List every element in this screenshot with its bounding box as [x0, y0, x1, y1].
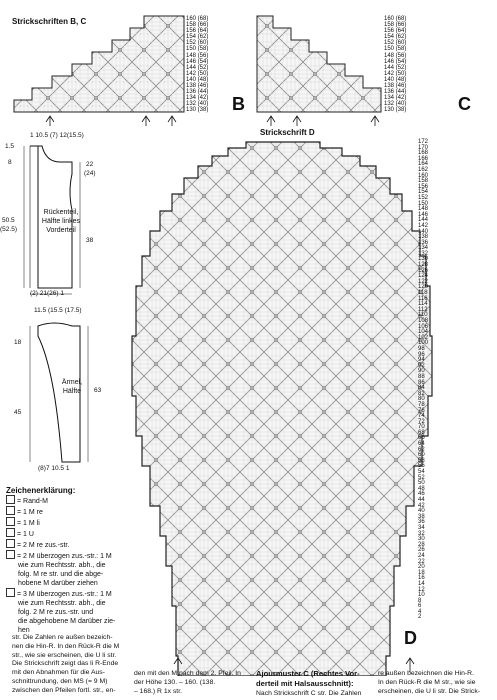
chart-d-row-label: 70 [418, 424, 425, 431]
stitch-symbol-icon [6, 517, 15, 526]
chart-b-row-label: 138 (46) [186, 83, 209, 90]
stitch-symbol-icon [6, 539, 15, 548]
legend-item-text: = 1 M li [17, 520, 40, 527]
chart-d-row-label: 60 [418, 452, 425, 459]
text-line: str., wie sie erscheinen, die U li str. [12, 651, 117, 659]
chart-c-row-label: 160 (68) [384, 16, 407, 22]
legend-item-text: = 2 M re zus.-str. [17, 542, 70, 549]
back-bottom: (2) 21(26) 1 [30, 290, 64, 297]
chart-d-row-label: 126 [418, 267, 429, 274]
text-line: str. Die Zahlen re außen bezeich- [12, 634, 113, 641]
chart-d-row-label: 38 [418, 513, 425, 520]
chart-d-row-label: 76 [418, 407, 425, 414]
sleeve-top-dims: 11.5 (15.5 (17.5) [34, 307, 82, 314]
chart-c-row-label: 138 (46) [384, 83, 407, 90]
chart-b-row-label: 132 (40) [186, 101, 209, 108]
chart-d-row-label: 166 [418, 155, 429, 162]
col3-heading-2: derteil mit Halsausschnitt): [256, 678, 354, 688]
chart-d-row-label: 54 [418, 469, 425, 476]
legend-item [6, 495, 122, 506]
chart-d-row-label: 36 [418, 519, 425, 526]
legend-item-text: folg. 2 M re zus.-str. und [18, 609, 94, 616]
sleeve-left-top: 18 [14, 339, 22, 346]
legend-item-text: hen [18, 627, 30, 634]
chart-b-row-label: 158 (66) [186, 22, 209, 29]
chart-d-row-label: 10 [418, 592, 425, 599]
chart-d-row-label: 138 [418, 234, 429, 241]
chart-c-row-label: 140 (48) [384, 76, 407, 83]
chart-d-row-label: 30 [418, 536, 425, 543]
chart-d-row-label: 130 [418, 256, 429, 263]
chart-c-label: C [458, 94, 471, 114]
chart-b-label: B [232, 94, 245, 114]
back-left-height: 50.5 [2, 217, 15, 224]
legend-item-text: wie zum Rechtsstr. abh., die [18, 562, 106, 569]
chart-c-row-label: 146 (54) [384, 58, 407, 65]
chart-d-row-label: 172 [418, 139, 429, 145]
text-column-2 [134, 670, 250, 696]
back-left-mid: 8 [8, 159, 12, 166]
chart-d-row-label: 118 [418, 290, 428, 297]
legend-item [6, 528, 122, 539]
legend-title: Zeichenerklärung: [6, 486, 76, 495]
chart-d-row-label: 84 [418, 385, 425, 392]
chart-b-row-label: 130 (38) [186, 107, 209, 114]
legend-item [6, 588, 122, 599]
chart-d-row-label: 164 [418, 161, 429, 168]
chart-d-row-label: 96 [418, 351, 425, 358]
legend-item [6, 561, 122, 570]
chart-d-row-label: 46 [418, 491, 425, 498]
chart-d-row-label: 6 [418, 603, 422, 610]
chart-d-row-label: 74 [418, 413, 425, 420]
chart-d-row-label: 68 [418, 429, 425, 436]
chart-d-row-label: 14 [418, 580, 425, 587]
back-right-top: 22 [86, 161, 94, 168]
chart-d-row-label: 148 [418, 206, 429, 213]
chart-b-row-label: 160 (68) [186, 16, 209, 22]
stitch-symbol-icon [6, 588, 15, 597]
text-line: zwischen den Pfeilen fortl. str., en- [12, 686, 116, 694]
legend-item [6, 599, 122, 608]
chart-d-row-label: 122 [418, 278, 429, 285]
stitch-symbol-icon [6, 495, 15, 504]
sleeve-bottom: (8)7 10.5 1 [38, 465, 70, 472]
chart-d-row-label: 160 [418, 172, 429, 179]
back-right-height: 38 [86, 237, 94, 244]
chart-c-row-label: 144 (52) [384, 64, 407, 71]
text-line: der Höhe 130. – 160. (138. [134, 678, 216, 686]
chart-c-row-label: 150 (58) [384, 46, 407, 53]
chart-d-row-label: 72 [418, 418, 425, 425]
chart-c-row-label: 142 (50) [384, 70, 407, 77]
chart-d-row-label: 2 [418, 614, 422, 621]
chart-d-row-label: 144 [418, 217, 429, 224]
chart-d-row-label: 140 [418, 228, 429, 235]
chart-b-row-label: 154 (62) [186, 34, 209, 41]
chart-d-row-label: 108 [418, 318, 429, 324]
stitch-symbol-icon [6, 506, 15, 515]
text-line: In den Rück-R die M str., wie sie [378, 678, 476, 686]
legend-item-text: = 1 U [17, 531, 34, 538]
chart-d-row-numbers [418, 140, 428, 621]
chart-c-row-label: 156 (64) [384, 28, 407, 35]
chart-d [120, 136, 440, 676]
chart-d-row-label: 18 [418, 569, 425, 576]
chart-d-row-label: 106 [418, 323, 429, 330]
chart-b-row-label: 146 (54) [186, 58, 209, 65]
chart-d-row-label: 22 [418, 558, 425, 565]
chart-d-title: Strickschrift D [260, 128, 315, 137]
stitch-symbol-icon [6, 528, 15, 537]
stitch-symbol-icon [6, 550, 15, 559]
chart-d-row-label: 168 [418, 150, 429, 157]
chart-c-row-label: 136 (44) [384, 89, 407, 96]
chart-d-row-label: 64 [418, 441, 425, 448]
chart-d-row-label: 142 [418, 222, 429, 229]
chart-d-row-label: 94 [418, 357, 425, 364]
chart-d-row-label: 98 [418, 345, 425, 352]
chart-d-row-label: 80 [418, 396, 425, 403]
legend-item-text: hobene M darüber ziehen [18, 580, 98, 587]
chart-b-row-label: 152 (60) [186, 40, 209, 47]
chart-c-row-label: 134 (42) [384, 95, 407, 102]
chart-c-row-numbers [384, 16, 406, 114]
chart-d-row-label: 102 [418, 334, 429, 341]
back-top-dims: 1 10.5 (7) 12(15.5) [30, 132, 84, 139]
sleeve-label: Ärmel, Hälfte [61, 379, 83, 395]
chart-d-row-label: 156 [418, 183, 429, 190]
legend-item [6, 579, 122, 588]
text-column-3 [256, 670, 374, 698]
chart-d-row-label: 154 [418, 189, 429, 196]
chart-b-row-label: 144 (52) [186, 64, 209, 71]
chart-d-row-label: 116 [418, 295, 428, 302]
text-line: den mit den M nach dem 2. Pfeil. In [134, 670, 241, 677]
sleeve-right: 63 [94, 387, 102, 394]
chart-d-row-label: 4 [418, 608, 422, 615]
text-line: erscheinen, die U li str. Die Strick- [378, 687, 480, 695]
text-line: – 168.) R 1x str. [134, 687, 182, 695]
legend-item-text: die abgehobene M darüber zie- [18, 618, 116, 625]
chart-d-row-label: 152 [418, 194, 429, 201]
col3-heading-1: Ajourmuster C (Rechtes Vor- [256, 669, 360, 678]
chart-b-row-label: 156 (64) [186, 28, 209, 35]
legend-item-text: = 2 M überzogen zus.-str.: 1 M [17, 553, 112, 560]
chart-d-row-label: 12 [418, 586, 425, 593]
legend-item-text: = 1 M re [17, 509, 43, 516]
chart-d-row-label: 24 [418, 552, 425, 559]
chart-d-row-label: 50 [418, 480, 425, 487]
chart-d-row-label: 58 [418, 457, 425, 464]
chart-d-row-label: 92 [418, 362, 425, 369]
chart-d-row-label: 86 [418, 379, 425, 386]
legend-item [6, 570, 122, 579]
chart-d-row-label: 56 [418, 463, 425, 470]
chart-d-row-label: 114 [418, 301, 428, 308]
legend-item-text: folg. M re str. und die abge- [18, 571, 104, 578]
chart-d-row-label: 112 [418, 306, 428, 313]
chart-d-row-label: 82 [418, 390, 425, 397]
chart-b-row-label: 150 (58) [186, 46, 209, 53]
chart-d-row-label: 20 [418, 564, 425, 571]
legend-item-text: wie zum Rechtsstr. abh., die [18, 600, 106, 607]
chart-d-row-label: 170 [418, 144, 429, 151]
chart-d-row-label: 104 [418, 329, 429, 336]
chart-bc-title: Strickschriften B, C [12, 17, 87, 26]
text-line: Die Strickschrift zeigt das li R-Ende [12, 660, 119, 668]
chart-d-row-label: 90 [418, 368, 425, 375]
chart-d-row-label: 42 [418, 502, 425, 509]
chart-d-row-label: 162 [418, 166, 429, 173]
chart-d-label: D [404, 628, 417, 648]
legend [6, 486, 122, 635]
chart-d-row-label: 48 [418, 485, 425, 492]
chart-d-row-label: 120 [418, 284, 429, 291]
chart-d-row-label: 110 [418, 312, 428, 319]
chart-c-row-label: 130 (38) [384, 107, 407, 114]
chart-d-row-label: 88 [418, 373, 425, 380]
text-line: schnittrundung, den MS (= 9 M) [12, 677, 108, 685]
chart-d-row-label: 44 [418, 497, 425, 503]
chart-d-row-label: 150 [418, 200, 429, 207]
chart-d-row-label: 78 [418, 401, 425, 408]
chart-c-row-label: 158 (66) [384, 22, 407, 29]
chart-d-row-label: 8 [418, 597, 422, 604]
chart-c [255, 14, 435, 134]
sleeve-left-bottom: 45 [14, 409, 22, 416]
legend-item [6, 617, 122, 626]
back-right-top-alt: (24) [84, 170, 96, 177]
chart-d-row-label: 52 [418, 474, 425, 481]
chart-b-row-numbers [186, 16, 208, 114]
chart-d-row-label: 134 [418, 245, 429, 252]
chart-d-row-label: 40 [418, 508, 425, 515]
chart-d-row-label: 132 [418, 250, 429, 257]
text-line: re außen bezeichnen die Hin-R. [378, 670, 474, 677]
chart-c-row-label: 148 (56) [384, 52, 407, 59]
legend-item [6, 550, 122, 561]
chart-c-row-label: 132 (40) [384, 101, 407, 108]
chart-d-row-label: 66 [418, 435, 425, 442]
chart-c-row-label: 152 (60) [384, 40, 407, 47]
chart-d-row-label: 32 [418, 530, 425, 537]
legend-item [6, 608, 122, 617]
chart-b-row-label: 140 (48) [186, 76, 209, 83]
back-label: Rückenteil, Hälfte linkes Vorderteil [41, 209, 81, 234]
chart-b-row-label: 136 (44) [186, 89, 209, 96]
chart-d-row-label: 28 [418, 541, 425, 548]
text-column-4 [378, 670, 496, 696]
legend-item [6, 539, 122, 550]
chart-d-row-label: 146 [418, 211, 429, 218]
chart-d-row-label: 158 [418, 178, 429, 185]
chart-d-row-label: 100 [418, 340, 429, 347]
legend-item [6, 517, 122, 528]
chart-d-row-label: 128 [418, 262, 429, 269]
text-line: nen die Hin-R. In den Rück-R die M [12, 642, 120, 650]
chart-d-row-label: 136 [418, 239, 429, 246]
text-column-1 [12, 634, 130, 696]
chart-d-row-label: 34 [418, 524, 425, 531]
back-left-height-alt: (52.5) [0, 226, 17, 233]
chart-d-row-label: 26 [418, 547, 425, 554]
back-left-top: 1.5 [5, 143, 15, 150]
chart-d-row-label: 124 [418, 273, 429, 280]
chart-c-row-label: 154 (62) [384, 34, 407, 41]
chart-b-row-label: 142 (50) [186, 70, 209, 77]
legend-item-text: = 3 M überzogen zus.-str.: 1 M [17, 591, 112, 598]
legend-item [6, 506, 122, 517]
chart-b-row-label: 148 (56) [186, 52, 209, 59]
text-line: mit den Abnahmen für die Aus- [12, 669, 105, 677]
chart-d-row-label: 16 [418, 575, 425, 582]
legend-item-text: = Rand-M [17, 498, 48, 505]
col3-line: Nach Strickschrift C str. Die Zahlen [256, 689, 362, 697]
chart-d-row-label: 62 [418, 446, 425, 453]
chart-b-row-label: 134 (42) [186, 95, 209, 102]
